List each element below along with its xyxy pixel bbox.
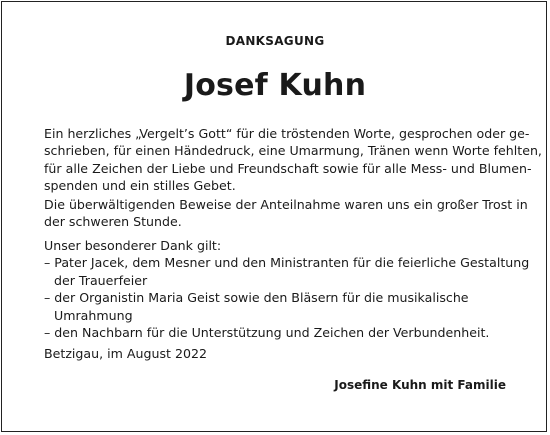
sympathy-paragraph bbox=[44, 196, 528, 231]
thanks-item: – Pater Jacek, dem Mesner und den Ministranten für die feierliche Gestaltung bbox=[44, 255, 530, 271]
paragraph-line: Die überwältigenden Beweise der Anteilnahme waren uns ein großer Trost in bbox=[44, 197, 528, 212]
thanks-item: – der Organistin Maria Geist sowie den Bläsern für die musikalische bbox=[44, 290, 469, 306]
thanks-paragraph bbox=[44, 125, 542, 195]
special-thanks-section bbox=[44, 237, 530, 341]
deceased-name: Josef Kuhn bbox=[183, 68, 367, 103]
paragraph-line: spenden und ein stilles Gebet. bbox=[44, 178, 236, 194]
notice-heading: DANKSAGUNG bbox=[225, 34, 325, 48]
signature: Josefine Kuhn mit Familie bbox=[334, 378, 506, 392]
paragraph-line: für alle Zeichen der Liebe und Freundschaft sowie für alle Mess- und Blumen- bbox=[44, 160, 532, 176]
place-date: Betzigau, im August 2022 bbox=[44, 346, 208, 361]
special-thanks-intro: Unser besonderer Dank gilt: bbox=[44, 238, 222, 253]
thanks-item: – den Nachbarn für die Unterstützung und Zeichen der Verbundenheit. bbox=[44, 325, 490, 341]
thanks-item-continuation: Umrahmung bbox=[54, 307, 133, 323]
paragraph-line: schrieben, für einen Händedruck, eine Umarmung, Tränen wenn Worte fehlten, bbox=[44, 143, 542, 159]
thanks-item-continuation: der Trauerfeier bbox=[54, 272, 148, 288]
paragraph-line: der schweren Stunde. bbox=[44, 214, 182, 230]
paragraph-line: Ein herzliches „Vergelt’s Gott“ für die tröstenden Worte, gesprochen oder ge- bbox=[44, 126, 530, 141]
